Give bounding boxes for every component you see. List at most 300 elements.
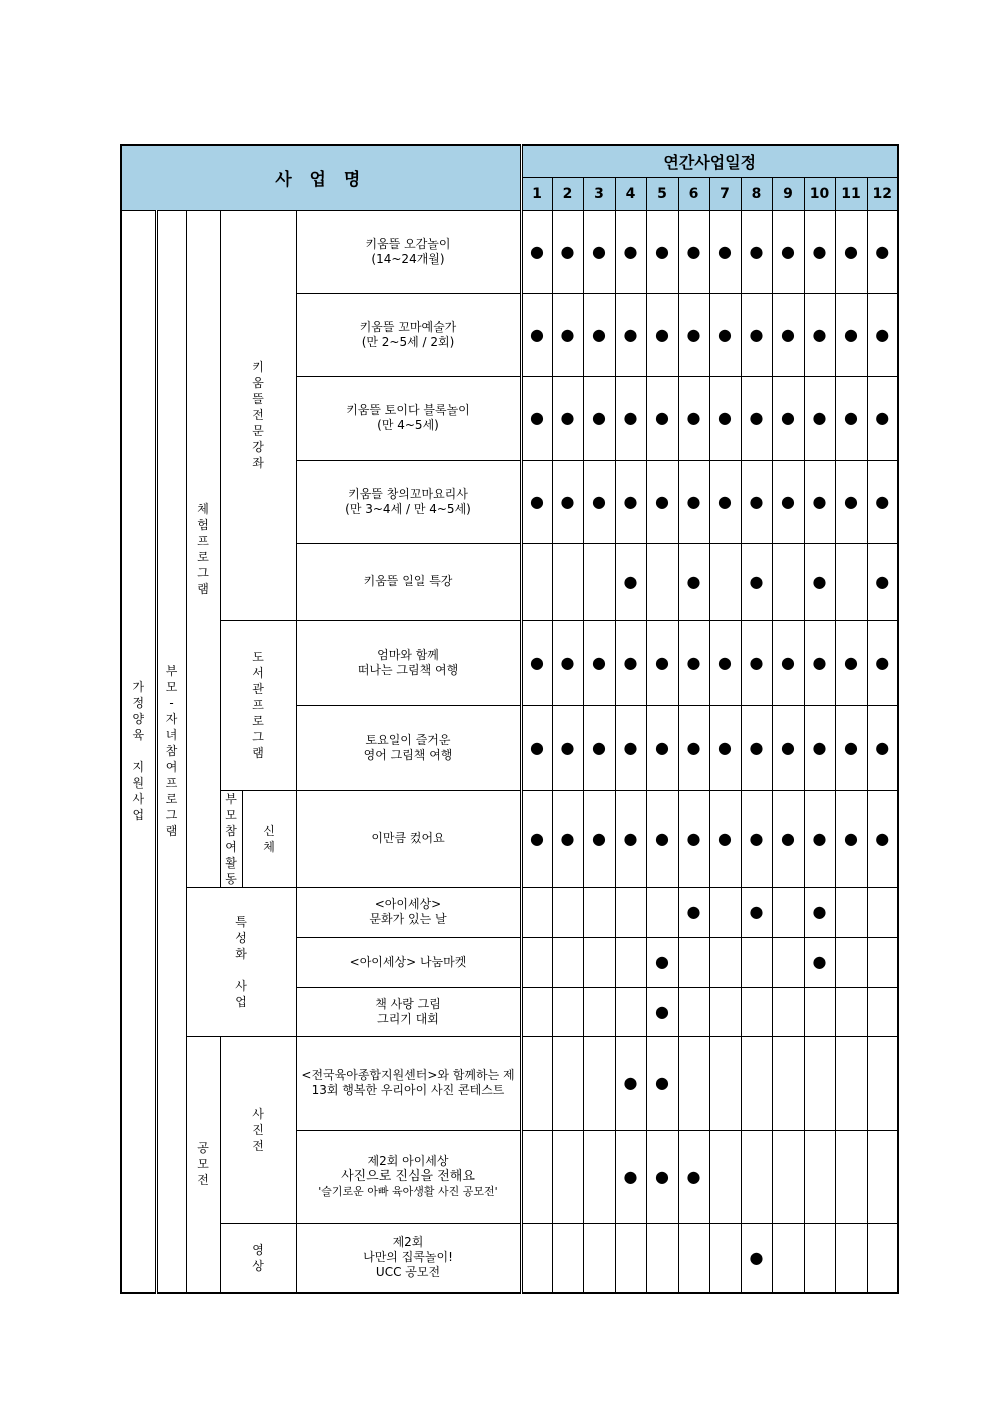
month-cell-5 <box>646 543 678 620</box>
month-cell-2 <box>552 887 583 937</box>
month-cell-8 <box>741 887 772 937</box>
scheduled-dot: ● <box>686 1166 701 1186</box>
month-cell-7 <box>709 543 741 620</box>
month-cell-5 <box>646 705 678 790</box>
scheduled-dot: ● <box>749 828 764 848</box>
scheduled-dot: ● <box>560 737 575 757</box>
scheduled-dot: ● <box>781 828 795 848</box>
scheduled-dot: ● <box>530 828 544 848</box>
month-cell-4 <box>615 1223 646 1293</box>
program-name <box>296 293 521 376</box>
month-cell-11 <box>835 790 867 887</box>
program-name <box>296 543 521 620</box>
month-header-4: 4 <box>615 177 646 210</box>
scheduled-dot: ● <box>749 491 764 511</box>
month-cell-11 <box>835 1036 867 1130</box>
month-cell-2 <box>552 620 583 705</box>
scheduled-dot: ● <box>530 491 544 511</box>
vertical-char: 좌 <box>252 456 264 470</box>
scheduled-dot: ● <box>530 652 544 672</box>
month-cell-11 <box>835 1223 867 1293</box>
program-name-line: 책 사랑 그림 <box>375 996 441 1011</box>
scheduled-dot: ● <box>686 324 701 344</box>
month-cell-2 <box>552 705 583 790</box>
month-cell-7 <box>709 293 741 376</box>
program-name-line: 키움뜰 창의꼬마요리사 <box>348 486 468 501</box>
program-row <box>121 1223 898 1293</box>
month-cell-8 <box>741 1036 772 1130</box>
month-cell-4 <box>615 543 646 620</box>
month-cell-3 <box>583 543 615 620</box>
vertical-char: 사 <box>132 792 145 807</box>
scheduled-dot: ● <box>655 408 669 427</box>
month-header-2: 2 <box>552 177 583 210</box>
month-cell-6 <box>678 210 709 293</box>
scheduled-dot: ● <box>655 737 669 757</box>
scheduled-dot: ● <box>875 241 890 261</box>
scheduled-dot: ● <box>844 737 858 757</box>
scheduled-dot: ● <box>560 652 575 672</box>
vertical-char: 신 <box>263 823 275 838</box>
month-cell-7 <box>709 210 741 293</box>
vertical-char: 키 <box>252 360 264 374</box>
month-cell-2 <box>552 987 583 1036</box>
vertical-char <box>187 962 296 978</box>
month-cell-4 <box>615 376 646 460</box>
vertical-char: 체 <box>263 839 275 854</box>
vertical-char: 강 <box>252 440 264 454</box>
scheduled-dot: ● <box>781 241 795 261</box>
month-cell-3 <box>583 376 615 460</box>
scheduled-dot: ● <box>623 1166 638 1186</box>
month-cell-1 <box>521 620 552 705</box>
month-cell-4 <box>615 887 646 937</box>
vertical-char: - <box>169 696 174 711</box>
month-cell-4 <box>615 460 646 543</box>
vertical-char: 프 <box>165 776 178 791</box>
vertical-char: 뜰 <box>252 392 264 406</box>
vertical-char: 녀 <box>165 728 178 743</box>
month-cell-1 <box>521 1223 552 1293</box>
scheduled-dot: ● <box>560 241 575 261</box>
month-cell-9 <box>772 210 804 293</box>
scheduled-dot: ● <box>718 652 732 672</box>
month-cell-2 <box>552 293 583 376</box>
scheduled-dot: ● <box>530 737 544 757</box>
month-cell-8 <box>741 937 772 987</box>
month-cell-2 <box>552 543 583 620</box>
vertical-char: 부 <box>225 791 237 806</box>
scheduled-dot: ● <box>686 902 701 921</box>
scheduled-dot: ● <box>781 652 795 672</box>
program-name-line: 키움뜰 꼬마예술가 <box>359 319 457 334</box>
category-body <box>242 790 296 887</box>
category-experience-program <box>186 210 220 887</box>
month-cell-8 <box>741 705 772 790</box>
scheduled-dot: ● <box>718 241 732 261</box>
month-cell-12 <box>867 937 898 987</box>
scheduled-dot: ● <box>592 408 606 427</box>
month-cell-5 <box>646 790 678 887</box>
vertical-char: 지 <box>132 760 145 775</box>
vertical-char: 로 <box>165 792 178 807</box>
vertical-char: 전 <box>252 1138 264 1153</box>
vertical-char: 도 <box>252 650 264 664</box>
month-cell-4 <box>615 620 646 705</box>
scheduled-dot: ● <box>875 737 890 757</box>
program-name-line: (만 4~5세) <box>377 418 439 432</box>
month-cell-6 <box>678 887 709 937</box>
scheduled-dot: ● <box>749 571 764 591</box>
month-header-3: 3 <box>583 177 615 210</box>
vertical-char: 양 <box>132 712 145 727</box>
vertical-char: 램 <box>197 581 209 596</box>
vertical-char: 전 <box>197 1173 209 1188</box>
month-cell-12 <box>867 1130 898 1223</box>
vertical-char: 가 <box>132 680 145 695</box>
month-cell-12 <box>867 376 898 460</box>
vertical-char: 램 <box>252 746 264 760</box>
month-cell-8 <box>741 376 772 460</box>
scheduled-dot: ● <box>844 241 858 261</box>
month-cell-10 <box>804 1223 835 1293</box>
month-header-11: 11 <box>835 177 867 210</box>
program-name-line: 키움뜰 일일 특강 <box>363 574 453 588</box>
month-header-9: 9 <box>772 177 804 210</box>
month-cell-3 <box>583 705 615 790</box>
month-cell-3 <box>583 210 615 293</box>
month-cell-6 <box>678 543 709 620</box>
vertical-char: 참 <box>165 744 178 759</box>
month-cell-1 <box>521 543 552 620</box>
program-name-line: 엄마와 함께 <box>377 647 439 662</box>
program-name-line: 문화가 있는 날 <box>369 912 447 926</box>
program-name-line: 이만큼 컸어요 <box>371 831 445 845</box>
scheduled-dot: ● <box>781 491 795 511</box>
month-cell-8 <box>741 293 772 376</box>
vertical-char: 움 <box>252 376 264 390</box>
scheduled-dot: ● <box>749 241 764 261</box>
program-name <box>296 705 521 790</box>
scheduled-dot: ● <box>592 241 606 261</box>
category-special-business <box>186 887 296 1036</box>
program-name <box>296 460 521 543</box>
scheduled-dot: ● <box>844 408 858 427</box>
vertical-char: 관 <box>252 682 264 696</box>
vertical-char: 사 <box>235 978 247 993</box>
scheduled-dot: ● <box>592 652 606 672</box>
month-cell-4 <box>615 1130 646 1223</box>
month-cell-12 <box>867 1223 898 1293</box>
scheduled-dot: ● <box>686 571 701 591</box>
month-cell-9 <box>772 1036 804 1130</box>
vertical-char: 그 <box>252 730 264 744</box>
month-cell-12 <box>867 543 898 620</box>
month-cell-1 <box>521 293 552 376</box>
month-cell-7 <box>709 937 741 987</box>
scheduled-dot: ● <box>530 324 544 344</box>
scheduled-dot: ● <box>844 324 858 344</box>
program-name <box>296 887 521 937</box>
month-cell-8 <box>741 620 772 705</box>
scheduled-dot: ● <box>686 737 701 757</box>
vertical-char: 서 <box>252 666 264 680</box>
program-row <box>121 1036 898 1130</box>
month-cell-5 <box>646 210 678 293</box>
scheduled-dot: ● <box>623 491 638 511</box>
scheduled-dot: ● <box>812 902 827 921</box>
month-cell-6 <box>678 987 709 1036</box>
vertical-char: 업 <box>235 994 247 1009</box>
scheduled-dot: ● <box>655 652 669 672</box>
month-cell-2 <box>552 937 583 987</box>
month-cell-1 <box>521 937 552 987</box>
month-cell-12 <box>867 987 898 1036</box>
month-cell-3 <box>583 887 615 937</box>
month-cell-5 <box>646 1036 678 1130</box>
month-cell-11 <box>835 937 867 987</box>
month-cell-2 <box>552 790 583 887</box>
scheduled-dot: ● <box>655 324 669 344</box>
month-cell-3 <box>583 1223 615 1293</box>
month-cell-2 <box>552 376 583 460</box>
program-name-line: (만 3~4세 / 만 4~5세) <box>345 501 471 516</box>
month-cell-11 <box>835 210 867 293</box>
program-name-line: 토요일이 즐거운 <box>365 732 451 747</box>
scheduled-dot: ● <box>812 652 827 672</box>
month-cell-10 <box>804 705 835 790</box>
month-cell-12 <box>867 790 898 887</box>
month-cell-10 <box>804 937 835 987</box>
program-name-line: 제2회 아이세상 <box>367 1154 449 1168</box>
business-name-header: 사 업 명 <box>121 145 521 210</box>
month-cell-8 <box>741 790 772 887</box>
month-cell-6 <box>678 937 709 987</box>
month-cell-10 <box>804 1036 835 1130</box>
program-name-line: 영어 그림책 여행 <box>363 747 453 762</box>
month-cell-3 <box>583 1036 615 1130</box>
month-cell-4 <box>615 293 646 376</box>
month-cell-9 <box>772 887 804 937</box>
vertical-char: 체 <box>197 501 209 516</box>
month-cell-8 <box>741 987 772 1036</box>
scheduled-dot: ● <box>781 737 795 757</box>
program-name-line: 키움뜰 토이다 블록놀이 <box>346 403 470 417</box>
scheduled-dot: ● <box>749 408 764 427</box>
vertical-char: 로 <box>252 714 264 728</box>
scheduled-dot: ● <box>812 408 827 427</box>
scheduled-dot: ● <box>812 571 827 591</box>
annual-schedule-header: 연간사업일정 <box>521 145 898 177</box>
program-name-line: 사진으로 진심을 전해요 <box>341 1169 475 1184</box>
annual-schedule-table <box>120 144 899 1294</box>
scheduled-dot: ● <box>812 828 827 848</box>
program-row <box>121 620 898 705</box>
month-cell-7 <box>709 887 741 937</box>
month-cell-11 <box>835 293 867 376</box>
month-cell-2 <box>552 210 583 293</box>
scheduled-dot: ● <box>655 241 669 261</box>
month-cell-9 <box>772 620 804 705</box>
month-cell-3 <box>583 937 615 987</box>
scheduled-dot: ● <box>781 408 795 427</box>
month-cell-6 <box>678 705 709 790</box>
month-cell-5 <box>646 620 678 705</box>
month-cell-8 <box>741 1223 772 1293</box>
month-cell-4 <box>615 1036 646 1130</box>
scheduled-dot: ● <box>686 828 701 848</box>
month-cell-5 <box>646 376 678 460</box>
vertical-char: 참 <box>225 823 237 838</box>
month-cell-9 <box>772 987 804 1036</box>
category-kium-lecture <box>220 210 296 620</box>
month-cell-7 <box>709 1036 741 1130</box>
scheduled-dot: ● <box>875 652 890 672</box>
vertical-char: 모 <box>225 807 237 822</box>
scheduled-dot: ● <box>718 828 732 848</box>
program-name-line: 키움뜰 오감놀이 <box>365 236 451 251</box>
scheduled-dot: ● <box>655 491 669 511</box>
month-cell-6 <box>678 1223 709 1293</box>
category-parent-activity <box>220 790 242 887</box>
scheduled-dot: ● <box>875 408 890 427</box>
month-header-10: 10 <box>804 177 835 210</box>
month-cell-1 <box>521 887 552 937</box>
scheduled-dot: ● <box>686 491 701 511</box>
vertical-char: 화 <box>235 946 247 961</box>
month-cell-9 <box>772 376 804 460</box>
program-row <box>121 790 898 887</box>
scheduled-dot: ● <box>686 408 701 427</box>
program-name <box>296 790 521 887</box>
month-cell-5 <box>646 987 678 1036</box>
month-cell-10 <box>804 543 835 620</box>
month-cell-11 <box>835 543 867 620</box>
category-library-program <box>220 620 296 790</box>
category-home-parenting-support <box>121 210 156 1293</box>
program-name-line: 제2회 <box>392 1235 424 1250</box>
scheduled-dot: ● <box>812 491 827 511</box>
vertical-char: 모 <box>165 680 178 695</box>
scheduled-dot: ● <box>875 324 890 344</box>
vertical-char: 부 <box>165 664 178 679</box>
scheduled-dot: ● <box>560 828 575 848</box>
month-cell-12 <box>867 887 898 937</box>
month-cell-8 <box>741 1130 772 1223</box>
scheduled-dot: ● <box>623 1073 638 1092</box>
month-cell-9 <box>772 460 804 543</box>
program-name-line: <아이세상> 나눔마켓 <box>349 954 467 969</box>
program-name-line: <아이세상> <box>374 897 442 911</box>
month-cell-11 <box>835 887 867 937</box>
vertical-char: 공 <box>197 1141 209 1156</box>
vertical-char: 모 <box>197 1157 209 1172</box>
month-cell-10 <box>804 987 835 1036</box>
program-name <box>296 1036 521 1130</box>
scheduled-dot: ● <box>560 491 575 511</box>
vertical-char: 그 <box>165 808 178 823</box>
program-name-line: (14~24개월) <box>371 251 445 266</box>
month-cell-2 <box>552 1036 583 1130</box>
month-cell-5 <box>646 460 678 543</box>
month-cell-9 <box>772 937 804 987</box>
month-header-7: 7 <box>709 177 741 210</box>
month-cell-6 <box>678 790 709 887</box>
scheduled-dot: ● <box>592 324 606 344</box>
month-cell-7 <box>709 376 741 460</box>
scheduled-dot: ● <box>560 324 575 344</box>
vertical-char: 험 <box>197 517 209 532</box>
month-cell-9 <box>772 543 804 620</box>
category-photo-contest <box>220 1036 296 1223</box>
month-header-5: 5 <box>646 177 678 210</box>
scheduled-dot: ● <box>623 571 638 591</box>
month-cell-7 <box>709 460 741 543</box>
month-cell-6 <box>678 376 709 460</box>
month-cell-2 <box>552 460 583 543</box>
month-cell-2 <box>552 1223 583 1293</box>
scheduled-dot: ● <box>844 491 858 511</box>
scheduled-dot: ● <box>718 737 732 757</box>
scheduled-dot: ● <box>592 737 606 757</box>
scheduled-dot: ● <box>844 828 858 848</box>
month-cell-9 <box>772 705 804 790</box>
scheduled-dot: ● <box>592 828 606 848</box>
scheduled-dot: ● <box>718 324 732 344</box>
scheduled-dot: ● <box>749 902 764 921</box>
month-cell-10 <box>804 460 835 543</box>
scheduled-dot: ● <box>781 324 795 344</box>
scheduled-dot: ● <box>530 241 544 261</box>
scheduled-dot: ● <box>812 241 827 261</box>
program-name-line: (만 2~5세 / 2회) <box>361 334 455 349</box>
month-cell-7 <box>709 987 741 1036</box>
month-cell-11 <box>835 1130 867 1223</box>
scheduled-dot: ● <box>623 408 638 427</box>
vertical-char: 자 <box>165 712 178 727</box>
month-cell-4 <box>615 210 646 293</box>
program-name-line: 13회 행복한 우리아이 사진 콘테스트 <box>311 1083 505 1097</box>
month-header-8: 8 <box>741 177 772 210</box>
month-cell-4 <box>615 937 646 987</box>
vertical-char: 프 <box>252 698 264 712</box>
scheduled-dot: ● <box>655 1166 669 1186</box>
program-row <box>121 887 898 937</box>
month-cell-9 <box>772 1223 804 1293</box>
vertical-char: 여 <box>225 839 237 854</box>
scheduled-dot: ● <box>749 737 764 757</box>
month-cell-3 <box>583 790 615 887</box>
month-cell-1 <box>521 987 552 1036</box>
vertical-char: 상 <box>252 1258 264 1273</box>
month-cell-7 <box>709 620 741 705</box>
program-name-line: 나만의 집콕놀이! <box>363 1250 453 1265</box>
program-name <box>296 376 521 460</box>
program-name-line: 그리기 대회 <box>377 1011 439 1026</box>
month-cell-9 <box>772 293 804 376</box>
month-header-12: 12 <box>867 177 898 210</box>
month-header-6: 6 <box>678 177 709 210</box>
month-cell-10 <box>804 376 835 460</box>
scheduled-dot: ● <box>655 828 669 848</box>
month-cell-10 <box>804 1130 835 1223</box>
scheduled-dot: ● <box>686 241 701 261</box>
month-cell-3 <box>583 460 615 543</box>
scheduled-dot: ● <box>623 828 638 848</box>
month-cell-1 <box>521 705 552 790</box>
month-cell-5 <box>646 887 678 937</box>
month-cell-7 <box>709 1223 741 1293</box>
